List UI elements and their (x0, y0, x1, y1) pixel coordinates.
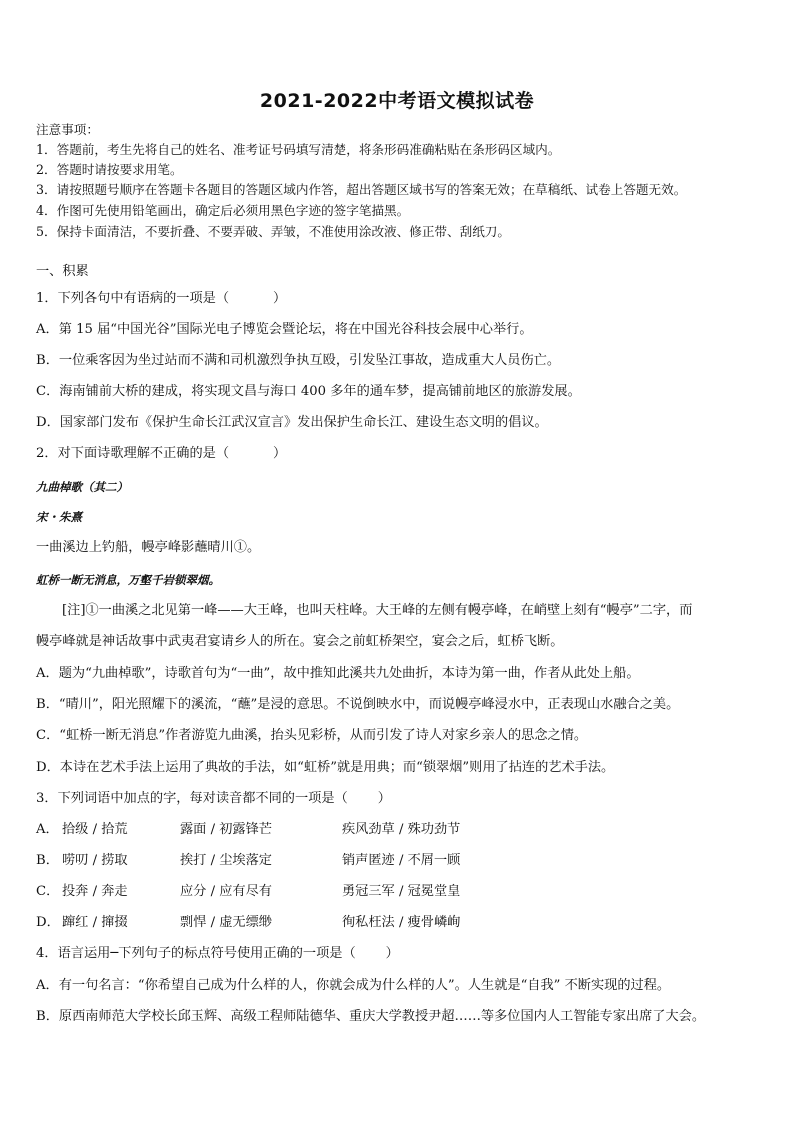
q1-option-d: D．国家部门发布《保护生命长江武汉宣言》发出保护生命长江、建设生态文明的倡议。 (36, 415, 548, 430)
poem-line: 一曲溪边上钓船，幔亭峰影蘸晴川①。 (36, 540, 261, 555)
q3-option-label: A． (36, 822, 59, 837)
q2-option-d: D．本诗在艺术手法上运用了典故的手法，如“虹桥”就是用典；而“锁翠烟”则用了拈连的艺术手法。 (36, 760, 615, 775)
q1-option-c: C．海南铺前大桥的建成，将实现文昌与海口 400 多年的通车梦，提高铺前地区的旅游发展。 (36, 384, 581, 399)
q3-option-pair: 投奔 / 奔走 (62, 884, 128, 899)
q3-option-pair: 唠叨 / 捞取 (62, 853, 128, 868)
q3-option-pair: 剽悍 / 虚无缥缈 (180, 915, 272, 930)
q3-option-pair: 徇私枉法 / 瘦骨嶙峋 (342, 915, 461, 930)
notice-item: 1．答题前，考生先将自己的姓名、准考证号码填写清楚，将条形码准确粘贴在条形码区域内。 (36, 142, 561, 157)
poem-author: 宋・朱熹 (36, 510, 82, 524)
q3-option-pair: 露面 / 初露锋芒 (180, 822, 272, 837)
poem-note: 幔亭峰就是神话故事中武夷君宴请乡人的所在。宴会之前虹桥架空，宴会之后，虹桥飞断。 (36, 634, 564, 649)
q3-option-pair: 应分 / 应有尽有 (180, 884, 272, 899)
q3-option-label: C． (36, 884, 60, 899)
notice-item: 5．保持卡面清洁，不要折叠、不要弄破、弄皱，不准使用涂改液、修正带、刮纸刀。 (36, 224, 510, 239)
q3-option-pair: 勇冠三军 / 冠冕堂皇 (342, 884, 461, 899)
q4-option-b: B．原西南师范大学校长邱玉辉、高级工程师陆德华、重庆大学教授尹超……等多位国内人工智能专家出席了大会。 (36, 1009, 706, 1024)
q2-option-c: C．“虹桥一断无消息”作者游览九曲溪，抬头见彩桥，从而引发了诗人对家乡亲人的思念之情。 (36, 728, 588, 743)
section-heading: 一、积累 (36, 264, 89, 279)
notice-item: 4．作图可先使用铅笔画出，确定后必须用黑色字迹的签字笔描黑。 (36, 203, 410, 218)
q1-option-b: B．一位乘客因为坐过站而不满和司机激烈争执互殴，引发坠江事故，造成重大人员伤亡。 (36, 353, 560, 368)
poem-line: 虹桥一断无消息，万壑千岩锁翠烟。 (36, 573, 220, 587)
q1-option-a: A．第 15 届“中国光谷”国际光电子博览会暨论坛，将在中国光谷科技会展中心举行。 (36, 322, 533, 337)
q3-option-pair: 疾风劲草 / 殊功劲节 (342, 822, 461, 837)
notice-item: 2．答题时请按要求用笔。 (36, 162, 183, 177)
q3-option-label: D． (36, 915, 60, 930)
q3-option-pair: 挨打 / 尘埃落定 (180, 853, 272, 868)
notice-heading: 注意事项： (36, 122, 99, 137)
q3-option-pair: 拾级 / 拾荒 (62, 822, 128, 837)
q3-option-pair: 蹿红 / 撺掇 (62, 915, 128, 930)
poem-note: [注]①一曲溪之北见第一峰——大王峰，也叫天柱峰。大王峰的左侧有幔亭峰，在峭壁上刻有“幔亭”二字，而 (62, 603, 693, 618)
exam-title: 2021-2022中考语文模拟试卷 (259, 90, 535, 112)
question-2-stem: 2．对下面诗歌理解不正确的是（ ） (36, 446, 287, 461)
q2-option-a: A．题为“九曲棹歌”，诗歌首句为“一曲”，故中推知此溪共九处曲折，本诗为第一曲，作者从此处上船。 (36, 666, 640, 681)
q3-option-pair: 销声匿迹 / 不屑一顾 (342, 853, 461, 868)
q4-option-a: A．有一句名言：“你希望自己成为什么样的人，你就会成为什么样的人”。人生就是“自我” 不断实现的过程。 (36, 978, 671, 993)
q2-option-b: B．“晴川”，阳光照耀下的溪流，“蘸”是浸的意思。不说倒映水中，而说幔亭峰浸水中，正表现山水融合之美。 (36, 697, 680, 712)
question-3-stem: 3．下列词语中加点的字，每对读音都不同的一项是（ ） (36, 791, 391, 806)
question-1-stem: 1．下列各句中有语病的一项是（ ） (36, 291, 287, 306)
notice-item: 3．请按照题号顺序在答题卡各题目的答题区域内作答，超出答题区域书写的答案无效；在草稿纸、试卷上答题无效。 (36, 182, 687, 197)
poem-title: 九曲棹歌（其二） (36, 480, 128, 494)
q3-option-label: B． (36, 853, 59, 868)
question-4-stem: 4．语言运用─下列句子的标点符号使用正确的一项是（ ） (36, 946, 399, 961)
